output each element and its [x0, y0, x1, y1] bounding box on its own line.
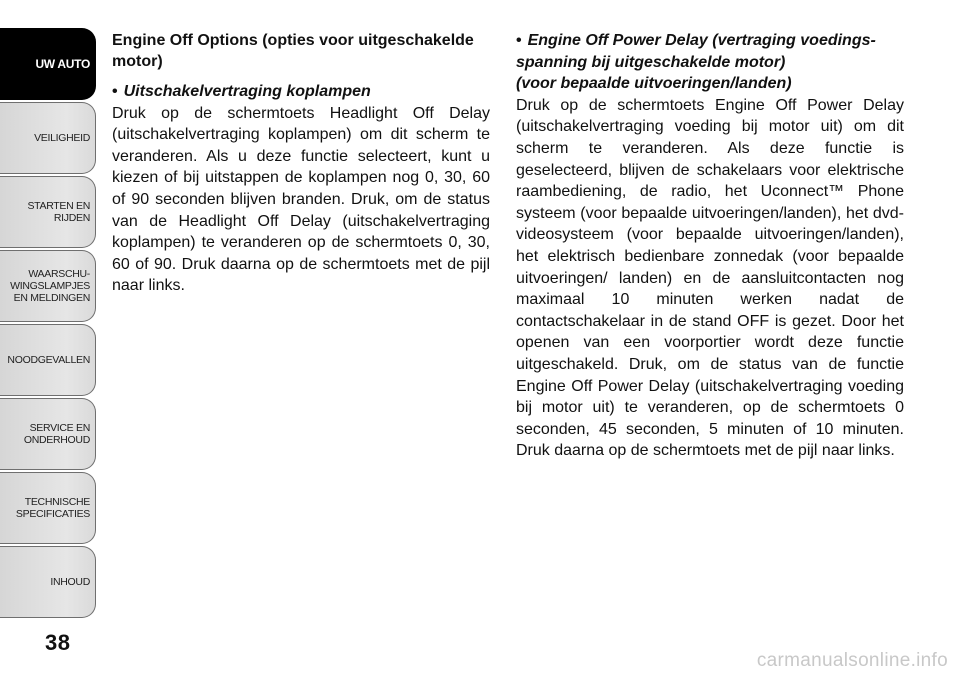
tab-waarschuwingslampjes[interactable]: WAARSCHU- WINGSLAMPJES EN MELDINGEN	[0, 250, 96, 322]
subheading-variant-note: (voor bepaalde uitvoeringen/landen)	[516, 75, 792, 93]
subheading-headlight-delay	[112, 81, 490, 103]
bullet-icon: •	[112, 83, 118, 100]
subheading-text: Uitschakelvertraging koplampen	[123, 83, 371, 100]
body-headlight-delay: Druk op de schermtoets Headlight Off Delay (uitschakelvertraging koplampen) om dit scherm te veranderen. Als u deze functie selecteert, kunt u kiezen of bij uitstappen de koplampen nog 0, 30, 60 of 90 seconden blijven branden. Druk, om de status van de Headlight Off Delay (uitschakelvertraging koplampen) te veranderen op de schermtoets 0, 30, 60 of 90. Druk daarna op de schermtoets met de pijl naar links.	[112, 104, 490, 295]
bullet-icon: •	[516, 32, 522, 49]
page-number: 38	[45, 630, 71, 655]
body-power-delay: Druk op de schermtoets Engine Off Power Delay (uitschakelvertraging voeding bij motor uit) om dit scherm te veranderen. Als deze functie is geselecteerd, blijven de schakelaars voor elektrische raambediening, de radio, het Uconnect™ Phone systeem (voor bepaalde uitvoeringen/landen), het dvd-videosysteem (voor bepaalde uitvoeringen/landen), het elektrisch bedienbare zonnedak (voor bepaalde uitvoeringen/ landen) en de aansluitcontacten nog maximaal 10 minuten werken nadat de contactschakelaar in de stand OFF is gezet. Door het openen van een voorportier wordt deze functie uitgeschakeld. Druk, om de status van de functie Engine Off Power Delay (uitschakelvertraging voeding bij motor uit) te veranderen, op de schermtoets 0 seconden, 45 seconden, 5 minuten of 10 minuten. Druk daarna op de schermtoets met de pijl naar links.	[516, 96, 904, 460]
tab-uw-auto[interactable]: UW AUTO	[0, 28, 96, 100]
right-column	[516, 30, 904, 462]
subheading-power-delay	[516, 30, 904, 73]
subheading-text: Engine Off Power Delay (vertraging voedingsspanning bij uitgeschakelde motor)	[516, 32, 876, 71]
tab-inhoud[interactable]: INHOUD	[0, 546, 96, 618]
tab-noodgevallen[interactable]: NOODGEVALLEN	[0, 324, 96, 396]
tab-starten-en-rijden[interactable]: STARTEN EN RIJDEN	[0, 176, 96, 248]
tab-service-en-onderhoud[interactable]: SERVICE EN ONDERHOUD	[0, 398, 96, 470]
tab-veiligheid[interactable]: VEILIGHEID	[0, 102, 96, 174]
left-column	[112, 30, 490, 297]
watermark: carmanualsonline.info	[756, 650, 948, 671]
section-heading: Engine Off Options (opties voor uitgeschakelde motor)	[112, 32, 474, 70]
tab-technische-specificaties[interactable]: TECHNISCHE SPECIFICATIES	[0, 472, 96, 544]
